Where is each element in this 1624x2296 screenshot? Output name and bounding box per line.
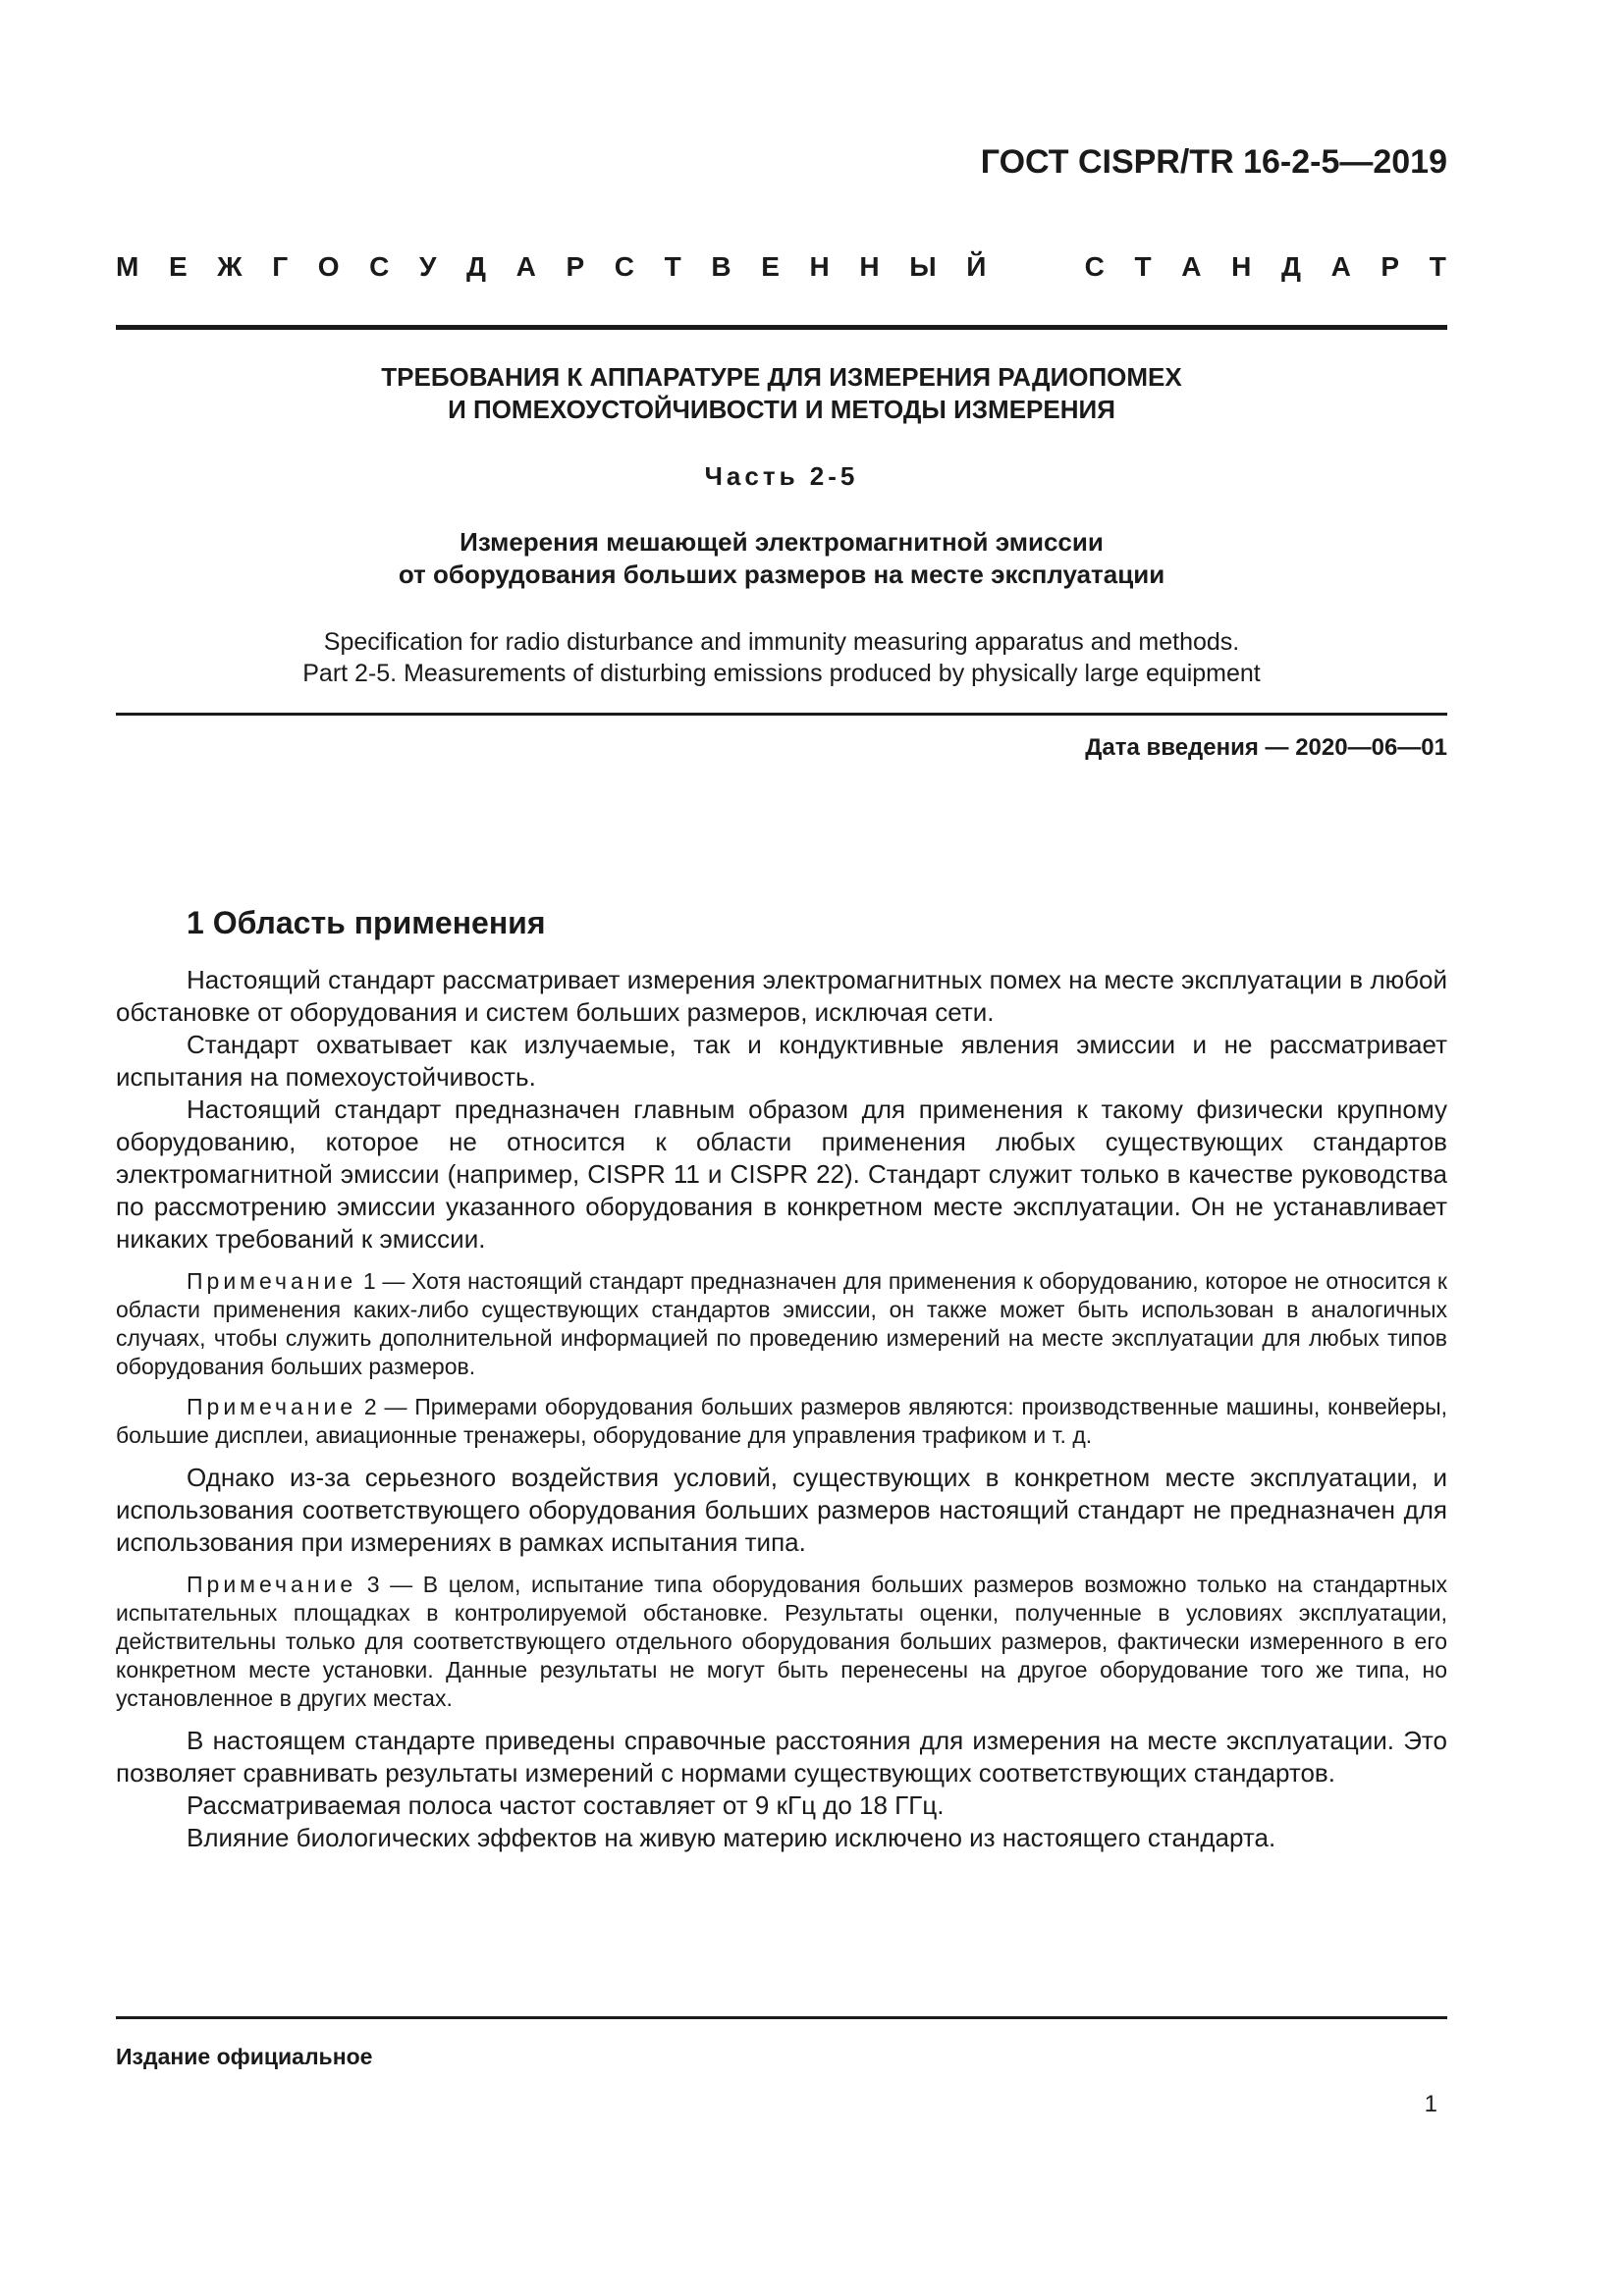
note <box>116 1267 1447 1381</box>
letter: С <box>614 251 635 282</box>
note-label: Примечание <box>187 1572 357 1597</box>
intro-date: Дата введения — 2020—06—01 <box>1085 734 1447 761</box>
note-text: 3 — В целом, испытание типа оборудования больших размеров возможно только на стандартных испытательных площадках в контролируемой обстановке. Результаты оценки, полученные в условиях эксплуатации, действительны только для соответствующего отдельного оборудования больших размеров, фактически измеренного в его конкретном месте установки. Данные результаты не могут быть перенесены на другое оборудование того же типа, но установленное в других местах. <box>116 1572 1447 1711</box>
letter: Т <box>664 251 682 282</box>
subtitle-ru-line: от оборудования больших размеров на месте эксплуатации <box>398 560 1165 589</box>
letter: Д <box>466 251 487 282</box>
letter: Г <box>272 251 290 282</box>
part-label: Часть 2-5 <box>704 461 859 491</box>
section-body <box>116 964 1447 1854</box>
footer-divider <box>116 2016 1447 2019</box>
letter: Т <box>1429 251 1447 282</box>
title-ru-line: И ПОМЕХОУСТОЙЧИВОСТИ И МЕТОДЫ ИЗМЕРЕНИЯ <box>448 395 1115 424</box>
letter: Р <box>1380 251 1401 282</box>
title-divider <box>116 713 1447 716</box>
letter: Ы <box>909 251 938 282</box>
letter: Е <box>168 251 189 282</box>
letter: Т <box>1134 251 1153 282</box>
title-ru <box>116 361 1447 426</box>
letter: А <box>1330 251 1352 282</box>
note-label: Примечание <box>187 1394 357 1419</box>
edition-label: Издание официальное <box>116 2044 373 2069</box>
letter: Д <box>1280 251 1302 282</box>
letter: Н <box>859 251 881 282</box>
paragraph: Влияние биологических эффектов на живую материю исключено из настоящего стандарта. <box>187 1823 1276 1852</box>
letter: Н <box>809 251 831 282</box>
letter: У <box>418 251 438 282</box>
letter: С <box>369 251 391 282</box>
title-en-line: Specification for radio disturbance and immunity measuring apparatus and methods. <box>323 628 1240 656</box>
note <box>116 1571 1447 1713</box>
paragraph: В настоящем стандарте приведены справочные расстояния для измерения на месте эксплуатации. Это позволяет сравнивать результаты измерений с нормами существующих соответствующих стандартов. <box>116 1726 1447 1788</box>
note-text: 1 — Хотя настоящий стандарт предназначен для применения к оборудованию, которое не относится к области применения каких-либо существующих стандартов эмиссии, он также может быть использован в аналогичных случаях, чтобы служить дополнительной информацией по проведению измерений на месте эксплуатации для любых типов оборудования больших размеров. <box>116 1268 1447 1379</box>
letter: Й <box>966 251 988 282</box>
letter: Р <box>566 251 586 282</box>
top-divider <box>116 325 1447 330</box>
paragraph: Настоящий стандарт рассматривает измерения электромагнитных помех на месте эксплуатации в любой обстановке от оборудования и систем больших размеров, исключая сети. <box>116 965 1447 1027</box>
paragraph: Однако из-за серьезного воздействия условий, существующих в конкретном месте эксплуатации, и использования соответствующего оборудования больших размеров настоящий стандарт не предназначен для использования при измерениях в рамках испытания типа. <box>116 1463 1447 1557</box>
title-ru-line: ТРЕБОВАНИЯ К АППАРАТУРЕ ДЛЯ ИЗМЕРЕНИЯ РАДИОПОМЕХ <box>381 362 1182 392</box>
letter: Ж <box>217 251 244 282</box>
standard-kind-heading <box>116 251 1447 283</box>
title-en-line: Part 2-5. Measurements of disturbing emissions produced by physically large equipment <box>302 660 1261 687</box>
section-heading: 1 Область применения <box>187 905 546 940</box>
document-code: ГОСТ CISPR/TR 16-2-5—2019 <box>980 143 1447 181</box>
note-text: 2 — Примерами оборудования больших размеров являются: производственные машины, конвейеры, большие дисплеи, авиационные тренажеры, оборудование для управления трафиком и т. д. <box>116 1394 1447 1448</box>
paragraph: Стандарт охватывает как излучаемые, так и кондуктивные явления эмиссии и не рассматривает испытания на помехоустойчивость. <box>116 1030 1447 1092</box>
paragraph: Настоящий стандарт предназначен главным образом для применения к такому физически крупному оборудованию, которое не относится к области применения любых существующих стандартов электромагнитной эмиссии (например, CISPR 11 и CISPR 22). Стандарт служит только в качестве руководства по рассмотрению эмиссии указанного оборудования в конкретном месте эксплуатации. Он не устанавливает никаких требований к эмиссии. <box>116 1095 1447 1254</box>
letter: М <box>116 251 140 282</box>
letter: А <box>515 251 537 282</box>
letter: С <box>1084 251 1106 282</box>
letter: Е <box>761 251 781 282</box>
paragraph: Рассматриваемая полоса частот составляет от 9 кГц до 18 ГГц. <box>187 1790 945 1820</box>
subtitle-ru-line: Измерения мешающей электромагнитной эмиссии <box>460 527 1104 557</box>
title-en <box>116 626 1447 689</box>
letter: А <box>1181 251 1203 282</box>
page-number: 1 <box>1424 2091 1437 2117</box>
subtitle-ru <box>116 526 1447 591</box>
word-gap <box>1016 251 1056 283</box>
note <box>116 1393 1447 1450</box>
letter: В <box>711 251 732 282</box>
letter: Н <box>1231 251 1253 282</box>
note-label: Примечание <box>187 1268 357 1294</box>
letter: О <box>317 251 341 282</box>
